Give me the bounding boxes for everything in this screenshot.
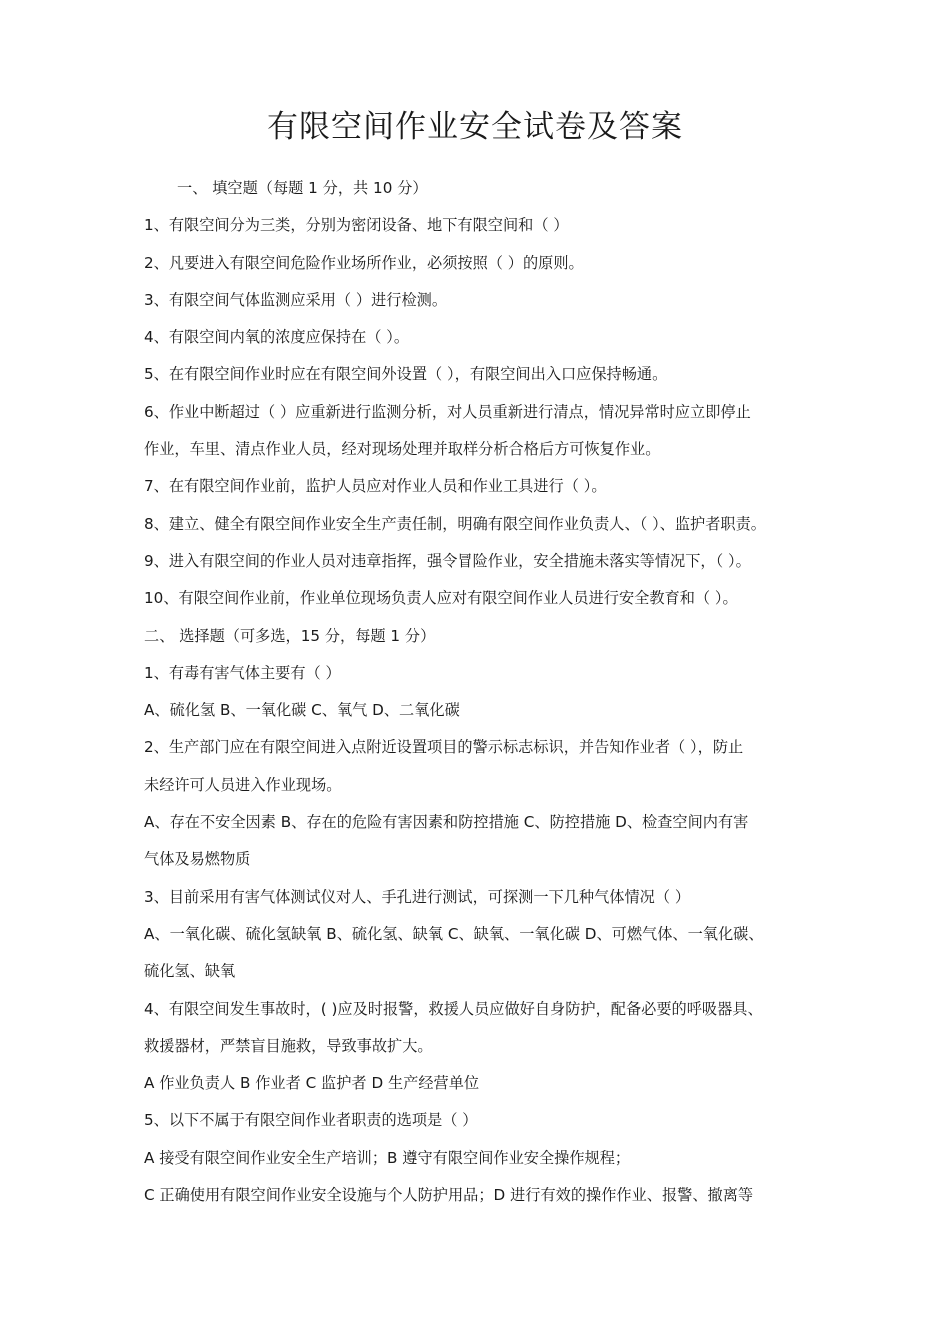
text-line: A、硫化氢 B、一氧化碳 C、氧气 D、二氧化碳 (144, 701, 460, 720)
text-line: 1、有限空间分为三类，分别为密闭设备、地下有限空间和（ ） (144, 216, 569, 235)
text-line: 9、进入有限空间的作业人员对违章指挥，强令冒险作业，安全措施未落实等情况下，（ ）。 (144, 551, 751, 570)
text-line: 3、有限空间气体监测应采用（ ）进行检测。 (144, 290, 448, 309)
text-line: A 作业负责人 B 作业者 C 监护者 D 生产经营单位 (144, 1074, 480, 1093)
section-heading: 一、 填空题（每题 1 分，共 10 分） (177, 179, 428, 197)
text-line: 7、在有限空间作业前，监护人员应对作业人员和作业工具进行（ ）。 (144, 477, 607, 496)
text-line: 硫化氢、缺氧 (144, 962, 236, 981)
text-line: A 接受有限空间作业安全生产培训；B 遵守有限空间作业安全操作规程； (144, 1148, 631, 1167)
text-line: 未经许可人员进入作业现场。 (144, 775, 342, 794)
text-line: 10、有限空间作业前，作业单位现场负责人应对有限空间作业人员进行安全教育和（ ）。 (144, 589, 738, 608)
text-line: 2、生产部门应在有限空间进入点附近设置项目的警示标志标识，并告知作业者（ ），防止 (144, 738, 744, 757)
text-line: 4、有限空间发生事故时，( )应及时报警，救援人员应做好自身防护，配备必要的呼吸器具、 (144, 999, 763, 1018)
text-line: 2、凡要进入有限空间危险作业场所作业，必须按照（ ）的原则。 (144, 253, 584, 272)
text-line: 4、有限空间内氧的浓度应保持在（ ）。 (144, 328, 410, 347)
text-line: 5、以下不属于有限空间作业者职责的选项是（ ） (144, 1111, 478, 1130)
text-line: 1、有毒有害气体主要有（ ） (144, 663, 341, 682)
section-heading: 二、 选择题（可多选，15 分，每题 1 分） (144, 626, 436, 645)
text-line: 作业，车里、清点作业人员，经对现场处理并取样分析合格后方可恢复作业。 (144, 440, 661, 459)
document-body (144, 170, 814, 1214)
document-title: 有限空间作业安全试卷及答案 (267, 109, 683, 145)
text-line: 5、在有限空间作业时应在有限空间外设置（ ），有限空间出入口应保持畅通。 (144, 365, 668, 384)
text-line: 气体及易燃物质 (144, 850, 251, 869)
text-line: 救援器材，严禁盲目施救，导致事故扩大。 (144, 1036, 433, 1055)
text-line: 6、作业中断超过（ ）应重新进行监测分析，对人员重新进行清点，情况异常时应立即停止 (144, 402, 751, 421)
text-line: A、一氧化碳、硫化氢缺氧 B、硫化氢、缺氧 C、缺氧、一氧化碳 D、可燃气体、一氧化碳、 (144, 924, 764, 943)
text-line: C 正确使用有限空间作业安全设施与个人防护用品；D 进行有效的操作作业、报警、撤离等 (144, 1186, 754, 1205)
text-line: 8、建立、健全有限空间作业安全生产责任制，明确有限空间作业负责人、（ ）、监护者职责。 (144, 514, 766, 533)
text-line: A、存在不安全因素 B、存在的危险有害因素和防控措施 C、防控措施 D、检查空间内有害 (144, 813, 749, 832)
text-line: 3、目前采用有害气体测试仪对人、手孔进行测试，可探测一下几种气体情况（ ） (144, 887, 691, 906)
